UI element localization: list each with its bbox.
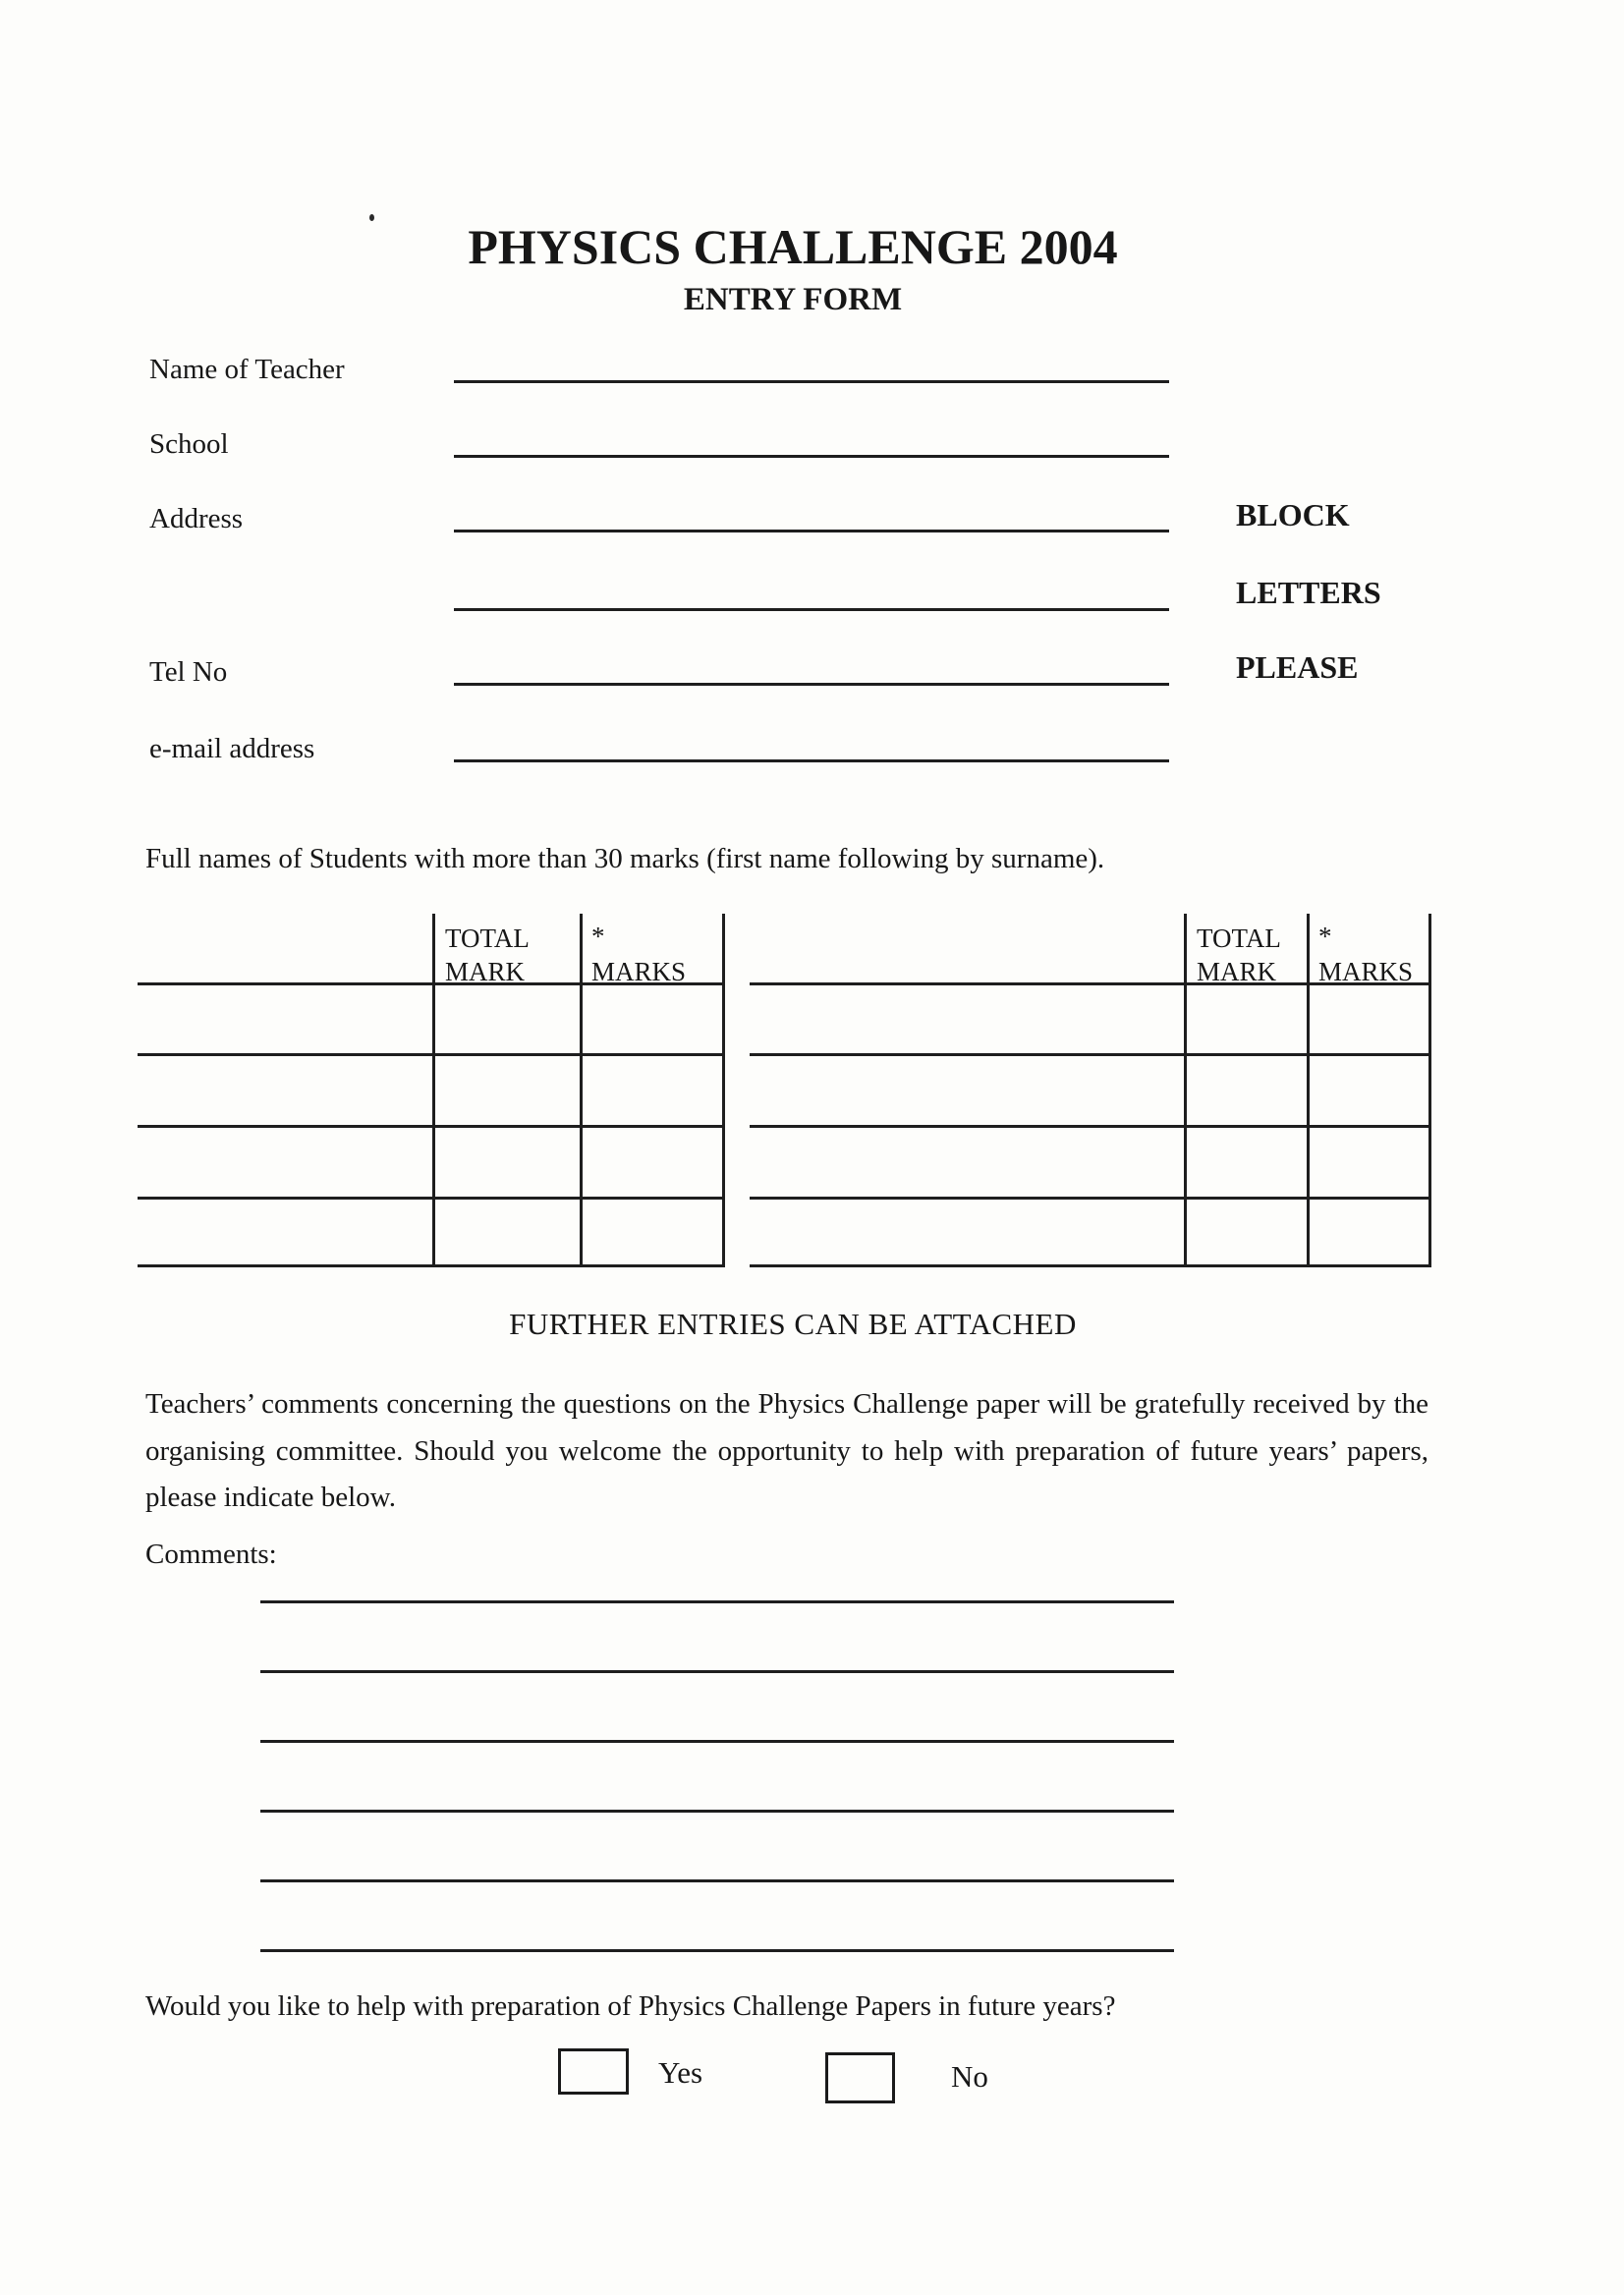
total-mark-cell[interactable]: [1184, 985, 1307, 1056]
star-marks-cell[interactable]: [1307, 1128, 1431, 1200]
comments-paragraph: Teachers’ comments concerning the questions on the Physics Challenge paper will be gratefully received by the organising committee. Should you welcome the opportunity to help with preparation of future years’ papers, please indicate below.: [145, 1388, 1428, 1513]
school-label: School: [149, 428, 229, 460]
further-entries-note: FURTHER ENTRIES CAN BE ATTACHED: [509, 1307, 1077, 1341]
student-name-cell[interactable]: [138, 1128, 432, 1200]
yes-checkbox[interactable]: [558, 2048, 629, 2095]
comments-line[interactable]: [260, 1670, 1174, 1673]
right-star-marks-header-line2: MARKS: [1318, 957, 1414, 986]
student-name-cell[interactable]: [750, 1128, 1184, 1200]
left-star-marks-header-line1: *: [591, 922, 605, 951]
left-star-marks-header-line2: MARKS: [591, 957, 687, 986]
address-field-line[interactable]: [454, 530, 1169, 532]
student-name-cell[interactable]: [750, 1056, 1184, 1128]
star-marks-cell[interactable]: [1307, 985, 1431, 1056]
comments-label: Comments:: [145, 1539, 277, 1570]
comments-line[interactable]: [260, 1810, 1174, 1813]
total-mark-cell[interactable]: [1184, 1200, 1307, 1267]
star-marks-cell[interactable]: [1307, 1200, 1431, 1267]
email-field-line[interactable]: [454, 759, 1169, 762]
school-field-line[interactable]: [454, 455, 1169, 458]
tel-no-label: Tel No: [149, 656, 228, 688]
help-question: Would you like to help with preparation of Physics Challenge Papers in future years?: [145, 1990, 1116, 2022]
left-total-mark-header-line2: MARK: [445, 957, 526, 986]
block-letters-note-line3: PLEASE: [1236, 649, 1359, 685]
page-title: PHYSICS CHALLENGE 2004: [468, 219, 1118, 274]
block-letters-note-line2: LETTERS: [1236, 575, 1381, 610]
student-name-cell[interactable]: [138, 985, 432, 1056]
left-total-mark-header-line1: TOTAL: [445, 924, 530, 953]
right-total-mark-header-line2: MARK: [1197, 957, 1277, 986]
student-name-cell[interactable]: [750, 1200, 1184, 1267]
student-name-cell[interactable]: [750, 985, 1184, 1056]
left-marks-table-cells: [138, 985, 725, 1267]
star-marks-cell[interactable]: [580, 1056, 725, 1128]
total-mark-cell[interactable]: [1184, 1128, 1307, 1200]
star-marks-cell[interactable]: [580, 1128, 725, 1200]
email-label: e-mail address: [149, 733, 315, 764]
comments-line[interactable]: [260, 1949, 1174, 1952]
right-total-mark-header-line1: TOTAL: [1197, 924, 1281, 953]
comments-line[interactable]: [260, 1879, 1174, 1882]
page-subtitle: ENTRY FORM: [683, 282, 903, 317]
total-mark-cell[interactable]: [432, 985, 580, 1056]
student-name-cell[interactable]: [138, 1056, 432, 1128]
teacher-name-label: Name of Teacher: [149, 354, 345, 385]
star-marks-cell[interactable]: [1307, 1056, 1431, 1128]
address-field-line-2[interactable]: [454, 608, 1169, 611]
teacher-name-field-line[interactable]: [454, 380, 1169, 383]
total-mark-cell[interactable]: [432, 1128, 580, 1200]
address-label: Address: [149, 503, 244, 534]
comments-line[interactable]: [260, 1740, 1174, 1743]
star-marks-cell[interactable]: [580, 985, 725, 1056]
total-mark-cell[interactable]: [432, 1200, 580, 1267]
total-mark-cell[interactable]: [1184, 1056, 1307, 1128]
student-name-cell[interactable]: [138, 1200, 432, 1267]
no-checkbox-label: No: [951, 2059, 988, 2094]
block-letters-note-line1: BLOCK: [1236, 497, 1350, 532]
star-marks-cell[interactable]: [580, 1200, 725, 1267]
tel-no-field-line[interactable]: [454, 683, 1169, 686]
yes-checkbox-label: Yes: [658, 2055, 703, 2090]
right-marks-table-cells: [750, 985, 1431, 1267]
total-mark-cell[interactable]: [432, 1056, 580, 1128]
right-star-marks-header-line1: *: [1318, 922, 1332, 951]
comments-line[interactable]: [260, 1600, 1174, 1603]
no-checkbox[interactable]: [825, 2052, 895, 2103]
students-instruction: Full names of Students with more than 30 marks (first name following by surname).: [145, 843, 1105, 874]
